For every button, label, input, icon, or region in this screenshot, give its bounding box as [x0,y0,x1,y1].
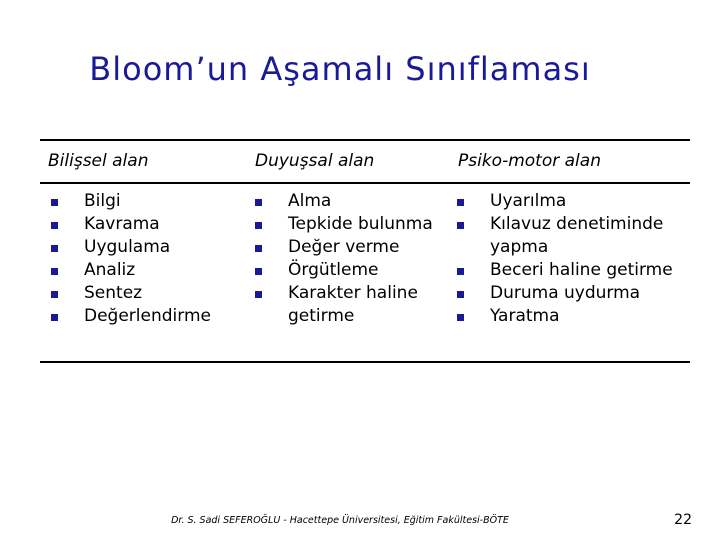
list-item: Tepkide bulunma [250,213,448,236]
square-bullet-icon [51,222,58,229]
list-item: Kavrama [46,213,246,236]
list-item: Bilgi [46,190,246,213]
affective-list [250,190,448,328]
list-item: Örgütleme [250,259,448,282]
square-bullet-icon [51,245,58,252]
square-bullet-icon [255,291,262,298]
square-bullet-icon [255,222,262,229]
list-item: Uygulama [46,236,246,259]
column-header-psychomotor: Psiko-motor alan [458,151,601,171]
list-item: Kılavuz denetiminde yapma [452,213,688,259]
list-item: Sentez [46,282,246,305]
bloom-taxonomy-table [40,139,690,363]
list-item: Analiz [46,259,246,282]
list-item: Yaratma [452,305,688,328]
square-bullet-icon [51,291,58,298]
square-bullet-icon [255,199,262,206]
list-item: Uyarılma [452,190,688,213]
square-bullet-icon [457,222,464,229]
page-number: 22 [674,512,692,528]
square-bullet-icon [457,291,464,298]
slide-title: Bloom’un Aşamalı Sınıflaması [89,50,591,88]
square-bullet-icon [457,268,464,275]
column-header-cognitive: Bilişsel alan [48,151,149,171]
cognitive-list [46,190,246,328]
square-bullet-icon [51,199,58,206]
slide-footer: Dr. S. Sadi SEFEROĞLU - Hacettepe Üniversitesi, Eğitim Fakültesi-BÖTE [171,515,509,526]
square-bullet-icon [457,199,464,206]
list-item: Değer verme [250,236,448,259]
psychomotor-list [452,190,688,328]
list-item: Duruma uydurma [452,282,688,305]
header-divider [40,182,690,184]
square-bullet-icon [51,314,58,321]
list-item: Değerlendirme [46,305,246,328]
square-bullet-icon [255,245,262,252]
square-bullet-icon [51,268,58,275]
square-bullet-icon [457,314,464,321]
column-header-affective: Duyuşsal alan [255,151,375,171]
list-item: Beceri haline getirme [452,259,688,282]
square-bullet-icon [255,268,262,275]
list-item: Alma [250,190,448,213]
list-item: Karakter haline getirme [250,282,448,328]
